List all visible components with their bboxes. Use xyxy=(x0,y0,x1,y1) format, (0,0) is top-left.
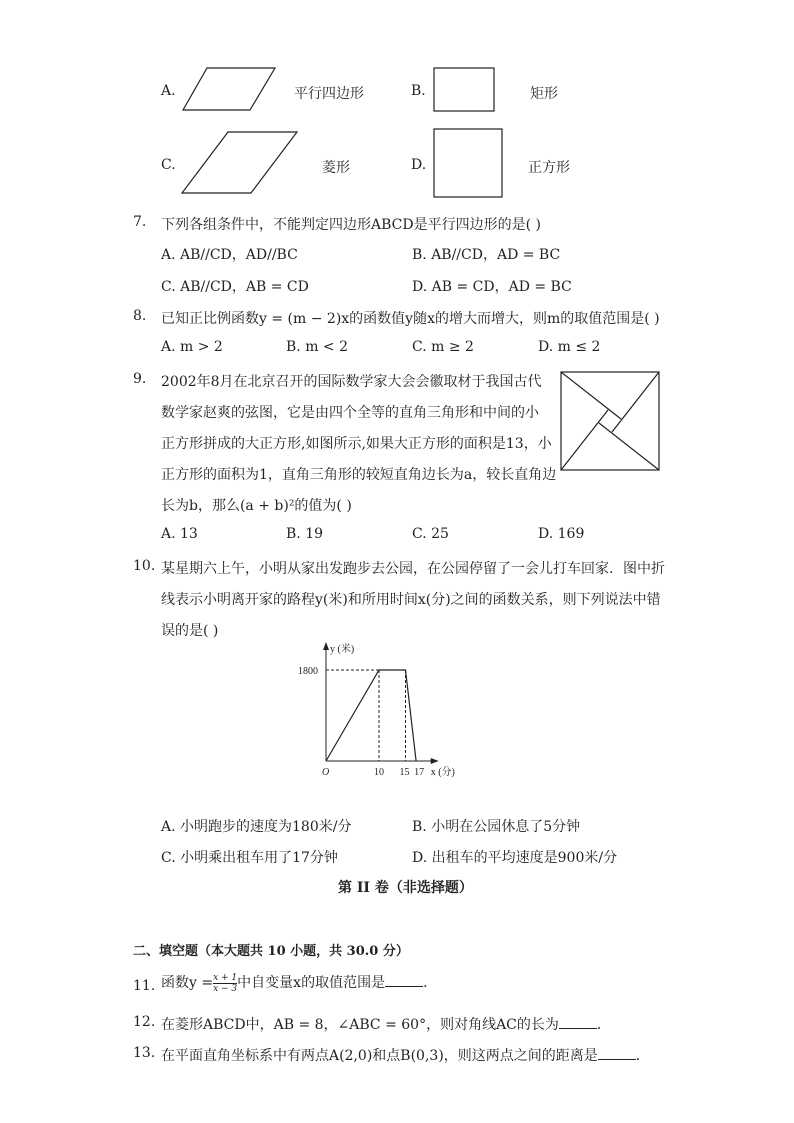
q6-option-b-label: B. xyxy=(411,83,426,99)
q12-stem xyxy=(161,1014,611,1034)
q10-option-b: B. 小明在公园休息了5分钟 xyxy=(412,819,581,835)
rectangle-figure xyxy=(433,67,496,113)
q7-option-a: A. AB//CD，AD//BC xyxy=(161,247,298,263)
q13-number: 13. xyxy=(133,1045,156,1061)
q13-stem xyxy=(161,1045,650,1065)
q10-line-1: 某星期六上午，小明从家出发跑步去公园，在公园停留了一会儿打车回家．图中折 xyxy=(161,561,665,577)
q6-option-c-text: 菱形 xyxy=(322,160,350,176)
q10-number: 10. xyxy=(133,558,156,574)
y-axis-arrow xyxy=(323,642,329,650)
parallelogram-figure xyxy=(182,67,277,112)
series-line xyxy=(326,670,416,761)
q9-line-2: 数学家赵爽的弦图，它是由四个全等的直角三角形和中间的小 xyxy=(161,405,539,421)
q8-option-d: D. m ≤ 2 xyxy=(538,339,601,355)
y-axis-label: y (米) xyxy=(330,644,355,655)
q6-option-d-text: 正方形 xyxy=(528,160,570,176)
x-tick-10: 10 xyxy=(374,767,384,778)
q11-stem xyxy=(161,972,437,994)
q11-answer-blank[interactable] xyxy=(385,974,423,987)
zhao-shuang-string-diagram xyxy=(560,371,661,472)
q10-line-2: 线表示小明离开家的路程y(米)和所用时间x(分)之间的函数关系，则下列说法中错 xyxy=(161,592,661,608)
q6-option-a-text: 平行四边形 xyxy=(294,86,364,102)
rhombus-figure xyxy=(181,131,299,195)
q8-option-b: B. m < 2 xyxy=(286,339,349,355)
q11-prefix: 函数y = xyxy=(161,975,214,991)
q11-fraction-denominator: x − 3 xyxy=(213,983,238,994)
x-tick-17: 17 xyxy=(414,767,425,778)
q12-text: 在菱形ABCD中，AB = 8，∠ABC = 60°，则对角线AC的长为 xyxy=(161,1017,559,1033)
q9-option-d: D. 169 xyxy=(538,526,585,542)
q9-line-3: 正方形拼成的大正方形,如图所示,如果大正方形的面积是13，小 xyxy=(161,436,552,452)
q9-line-1: 2002年8月在北京召开的国际数学家大会会徽取材于我国古代 xyxy=(161,374,542,390)
q8-option-c: C. m ≥ 2 xyxy=(412,339,474,355)
q11-number: 11. xyxy=(133,978,156,994)
q9-line-5: 长为b，那么(a + b)²的值为( ) xyxy=(161,498,352,514)
square-figure xyxy=(433,128,504,199)
q12-period: ． xyxy=(596,1017,611,1033)
q7-option-b: B. AB//CD，AD = BC xyxy=(412,247,561,263)
q6-option-b-text: 矩形 xyxy=(530,86,558,102)
q11-fraction xyxy=(213,973,237,994)
q10-option-d: D. 出租车的平均速度是900米/分 xyxy=(412,850,618,866)
origin-label: O xyxy=(322,767,330,778)
q10-option-c: C. 小明乘出租车用了17分钟 xyxy=(161,850,338,866)
x-tick-15: 15 xyxy=(399,767,410,778)
q13-text: 在平面直角坐标系中有两点A(2,0)和点B(0,3)，则这两点之间的距离是 xyxy=(161,1048,598,1064)
y-tick-1800: 1800 xyxy=(298,666,318,677)
q6-option-c-label: C. xyxy=(161,157,176,173)
q10-line-3: 误的是( ) xyxy=(161,623,219,639)
q7-option-c: C. AB//CD，AB = CD xyxy=(161,279,309,295)
section2-title: 二、填空题（本大题共 10 小题，共 30.0 分） xyxy=(133,944,409,959)
q11-suffix: 中自变量x的取值范围是 xyxy=(237,975,386,991)
q6-option-a-label: A. xyxy=(161,83,176,99)
distance-time-chart xyxy=(290,638,510,783)
q10-option-a: A. 小明跑步的速度为180米/分 xyxy=(161,819,352,835)
q12-answer-blank[interactable] xyxy=(559,1016,597,1029)
part2-title: 第 II 卷（非选择题） xyxy=(338,880,473,896)
q11-period: ． xyxy=(423,975,438,991)
x-axis-arrow xyxy=(431,758,439,764)
q9-option-a: A. 13 xyxy=(161,526,198,542)
q6-option-d-label: D. xyxy=(411,157,427,173)
q9-line-4: 正方形的面积为1，直角三角形的较短直角边长为a，较长直角边 xyxy=(161,467,557,483)
q8-option-a: A. m > 2 xyxy=(161,339,223,355)
q7-option-d: D. AB = CD，AD = BC xyxy=(412,279,572,295)
q13-answer-blank[interactable] xyxy=(598,1047,636,1060)
q8-number: 8. xyxy=(133,308,147,324)
q11-fraction-numerator: x + 1 xyxy=(213,972,238,983)
q12-number: 12. xyxy=(133,1014,156,1030)
q8-stem: 已知正比例函数y = (m − 2)x的函数值y随x的增大而增大，则m的取值范围是( ) xyxy=(161,311,660,327)
q9-option-c: C. 25 xyxy=(412,526,449,542)
q9-option-b: B. 19 xyxy=(286,526,324,542)
q9-number: 9. xyxy=(133,371,147,387)
q7-stem: 下列各组条件中，不能判定四边形ABCD是平行四边形的是( ) xyxy=(161,217,541,233)
q7-number: 7. xyxy=(133,214,147,230)
q13-period: ． xyxy=(635,1048,650,1064)
x-axis-label: x (分) xyxy=(430,767,455,778)
